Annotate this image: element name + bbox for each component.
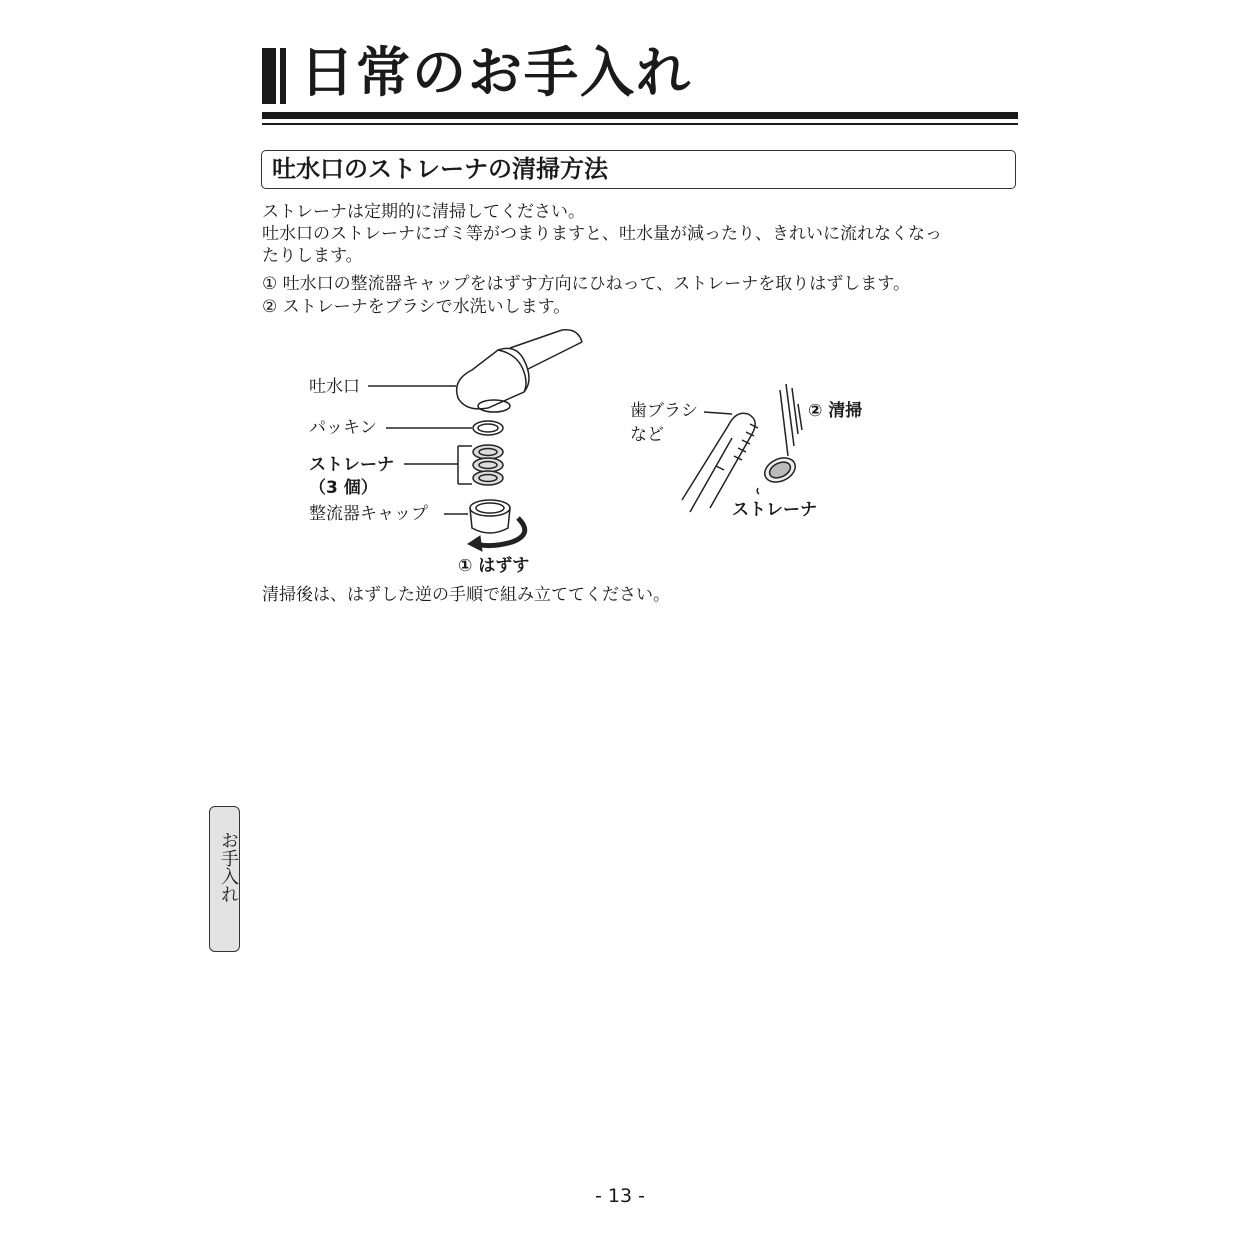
strainer-mesh-icon xyxy=(757,453,799,494)
label-strainer: ストレーナ xyxy=(309,455,394,475)
packing-icon xyxy=(473,421,503,435)
side-index-tab xyxy=(209,806,240,952)
label-packing: パッキン xyxy=(309,418,377,438)
page-number: - 13 - xyxy=(595,1185,645,1207)
step-1: ① 吐水口の整流器キャップをはずす方向にひねって、ストレーナを取りはずします。 xyxy=(262,274,910,294)
title-rule-thick xyxy=(262,112,1018,119)
label-toothbrush: 歯ブラシ xyxy=(630,401,698,421)
intro-line-2: 吐水口のストレーナにゴミ等がつまりますと、吐水量が減ったり、きれいに流れなくなっ xyxy=(262,224,942,244)
page-title: 日常のお手入れ xyxy=(300,41,692,104)
section-title: 吐水口のストレーナの清掃方法 xyxy=(272,155,608,183)
label-toothbrush-etc: など xyxy=(630,425,664,445)
label-cap: 整流器キャップ xyxy=(309,504,428,524)
reassembly-note: 清掃後は、はずした逆の手順で組み立ててください。 xyxy=(262,585,670,605)
label-clean: ② 清掃 xyxy=(808,401,863,421)
faucet-icon xyxy=(457,330,582,412)
cleaning-illustration xyxy=(262,320,1018,582)
title-marker xyxy=(262,48,288,104)
intro-line-3: たりします。 xyxy=(262,246,363,266)
label-remove: ① はずす xyxy=(458,556,530,576)
intro-line-1: ストレーナは定期的に清掃してください。 xyxy=(262,202,585,222)
toothbrush-icon xyxy=(682,412,758,512)
title-rule-thin xyxy=(262,123,1018,125)
water-stream-icon xyxy=(780,384,802,456)
label-strainer-count: （3 個） xyxy=(309,478,378,498)
label-spout: 吐水口 xyxy=(309,377,360,397)
label-strainer-right: ストレーナ xyxy=(732,500,817,520)
illustration-drawing xyxy=(262,320,1018,582)
step-2: ② ストレーナをブラシで水洗いします。 xyxy=(262,297,571,317)
side-tab-label: お手入れ xyxy=(218,831,239,903)
rotate-arrow-icon xyxy=(468,518,525,551)
strainer-stack-icon xyxy=(473,445,503,485)
cap-icon xyxy=(470,500,510,533)
